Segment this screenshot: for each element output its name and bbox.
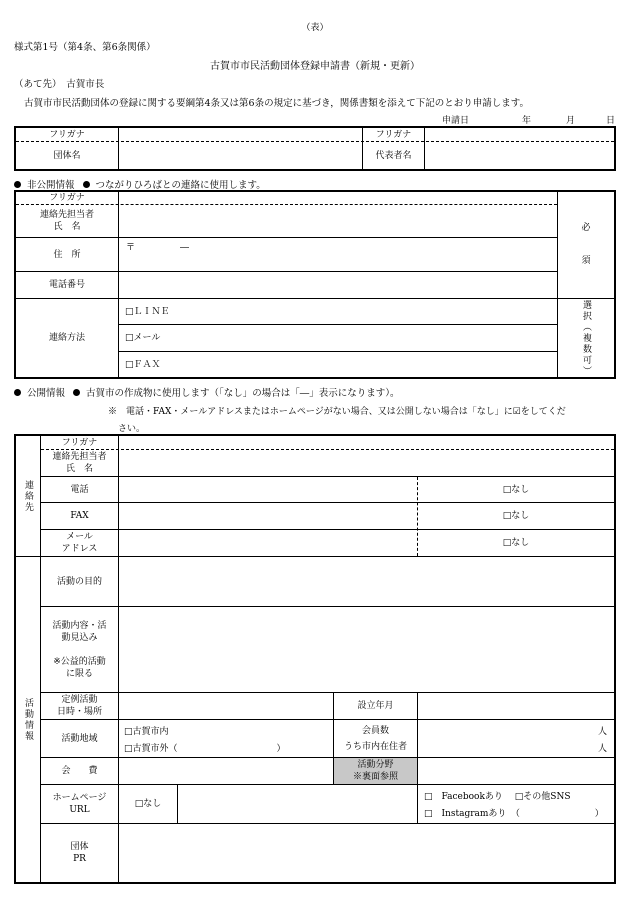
members-count-unit: 人: [598, 727, 608, 737]
contact-group-label: 連絡先: [23, 479, 33, 513]
area-in-city-checkbox[interactable]: □古賀市内: [124, 727, 169, 737]
date-month-field[interactable]: 月: [566, 116, 576, 126]
activity-field-label: 活動分野 ※裏面参照: [352, 760, 398, 782]
fax-none-checkbox[interactable]: □なし: [502, 511, 530, 521]
required-mark: 必 須: [581, 223, 591, 266]
activity-area-label: 活動地域: [61, 733, 98, 744]
date-year-field[interactable]: 年: [522, 116, 532, 126]
private-section-heading: 非公開情報 つながりひろばとの連絡に使用します。: [14, 177, 266, 191]
instagram-checkbox[interactable]: □ Instagramあり （ ）: [424, 809, 604, 819]
homepage-url-input[interactable]: [178, 785, 417, 823]
private-contact-person-label: 連絡先担当者 氏 名: [39, 210, 94, 232]
private-furigana-label: フリガナ: [49, 193, 85, 203]
bullet-icon: [14, 181, 21, 188]
established-input[interactable]: [418, 693, 614, 719]
rep-name-label: 代表者名: [375, 151, 412, 161]
area-out-city-checkbox[interactable]: □古賀市外（ ）: [124, 744, 286, 754]
contact-fax-checkbox[interactable]: □ＦＡＸ: [125, 359, 161, 370]
homepage-none-checkbox[interactable]: □なし: [134, 799, 162, 809]
public-furigana-label: フリガナ: [61, 437, 98, 448]
private-address-label: 住 所: [53, 249, 81, 260]
established-label: 設立年月: [357, 701, 394, 711]
group-name-label: 団体名: [53, 151, 81, 161]
multiple-choice-mark: 選択（複数可）: [581, 299, 591, 377]
public-fax-label: FAX: [70, 511, 89, 521]
rep-furigana-label: フリガナ: [375, 129, 412, 140]
contact-method-label: 連絡方法: [48, 333, 85, 343]
homepage-label: ホームページ URL: [52, 793, 107, 815]
private-phone-input[interactable]: [119, 272, 557, 298]
public-email-label: メール アドレス: [61, 532, 98, 554]
activity-purpose-label: 活動の目的: [56, 576, 102, 587]
email-none-checkbox[interactable]: □なし: [502, 538, 530, 548]
fee-label: 会 費: [61, 766, 98, 776]
form-title: 古賀市市民活動団体登録申請書（新規・更新）: [210, 61, 420, 72]
bullet-icon: [14, 389, 21, 396]
form-number: 様式第1号（第4条、第6条関係）: [14, 42, 156, 53]
group-name-input[interactable]: [119, 128, 362, 170]
public-email-input[interactable]: [119, 530, 417, 556]
fee-input[interactable]: [119, 758, 333, 784]
phone-none-checkbox[interactable]: □なし: [502, 484, 530, 495]
public-note: ※ 電話・FAX・メールアドレスまたはホームページがない場合、又は公開しない場合は「なし」に☑をしてくだ: [108, 407, 566, 417]
public-phone-label: 電話: [70, 484, 89, 495]
group-furigana-label: フリガナ: [49, 129, 85, 140]
group-pr-input[interactable]: [119, 824, 614, 882]
activity-field-input[interactable]: [418, 758, 614, 784]
public-phone-input[interactable]: [119, 477, 417, 502]
rep-name-input[interactable]: [425, 128, 614, 170]
public-fax-input[interactable]: [119, 503, 417, 529]
postal-code-field[interactable]: 〒 ―: [126, 243, 190, 253]
date-day-field[interactable]: 日: [606, 116, 616, 126]
members-label: 会員数 うち市内在住者: [343, 725, 407, 752]
contact-mail-checkbox[interactable]: □メール: [125, 333, 161, 343]
activity-group-label: 活動情報: [23, 697, 33, 742]
public-note-cont: さい。: [118, 424, 146, 434]
regular-activity-label: 定例活動 日時・場所: [56, 695, 102, 717]
date-label: 申請日: [442, 116, 470, 126]
public-section-heading: 公開情報 古賀市の作成物に使用します（「なし」の場合は「―」表示になります）。: [14, 385, 400, 399]
intro-text: 古賀市市民活動団体の登録に関する要綱第4条又は第6条の規定に基づき，関係書類を添えて下記のとおり申請します。: [24, 98, 529, 109]
contact-line-checkbox[interactable]: □ＬＩＮＥ: [125, 306, 170, 317]
private-phone-label: 電話番号: [48, 280, 85, 290]
public-contact-person-input[interactable]: [119, 436, 614, 476]
bullet-icon: [73, 389, 80, 396]
addressee: （あて先） 古賀市長: [14, 79, 105, 90]
activity-purpose-input[interactable]: [119, 557, 614, 606]
public-contact-person-label: 連絡先担当者 氏 名: [52, 452, 107, 474]
regular-activity-input[interactable]: [119, 693, 333, 719]
members-resident-unit: 人: [598, 744, 608, 754]
facebook-checkbox[interactable]: □ Facebookあり □その他SNS: [424, 792, 571, 802]
page-side-label: （表）: [301, 23, 329, 33]
bullet-icon: [83, 181, 90, 188]
activity-content-label: 活動内容・活 動見込み ※公益的活動 に限る: [52, 620, 107, 679]
activity-content-input[interactable]: [119, 607, 614, 692]
group-pr-label: 団体 PR: [70, 842, 89, 864]
private-contact-person-input[interactable]: [119, 192, 557, 237]
